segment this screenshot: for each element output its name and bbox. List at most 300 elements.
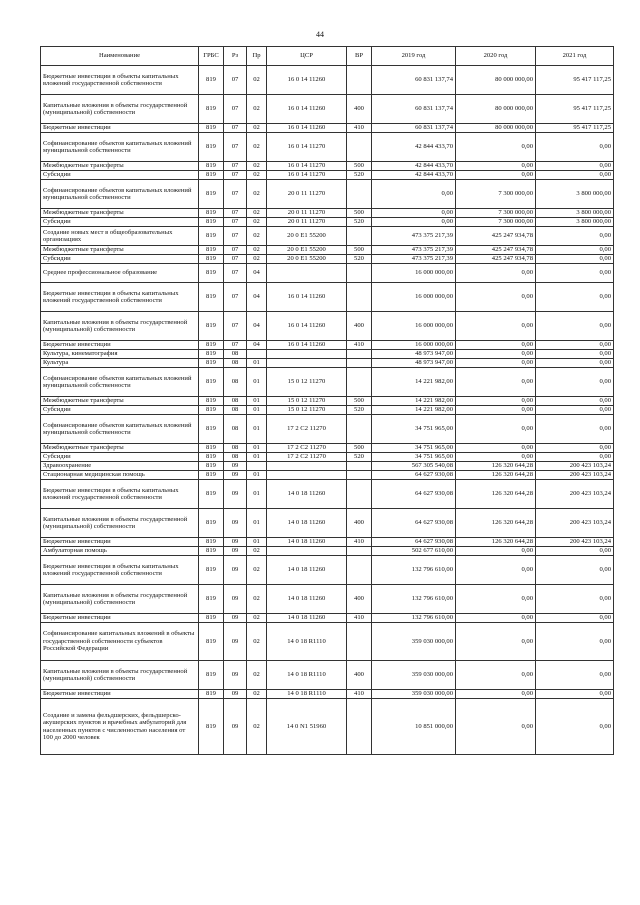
cell-vr <box>347 359 372 368</box>
cell-vr: 410 <box>347 341 372 350</box>
col-header-vr: ВР <box>347 47 372 66</box>
cell-rz: 09 <box>224 471 247 480</box>
table-row <box>41 124 614 133</box>
cell-2019: 132 796 610,00 <box>372 585 456 614</box>
table-row <box>41 556 614 585</box>
cell-2021: 0,00 <box>536 406 614 415</box>
cell-grbs: 819 <box>199 133 224 162</box>
cell-name: Бюджетные инвестиции в объекты капитальных вложений государственной собственности <box>41 66 199 95</box>
cell-pr: 02 <box>247 171 267 180</box>
cell-pr: 01 <box>247 471 267 480</box>
cell-2020: 425 247 934,78 <box>456 255 536 264</box>
cell-pr: 02 <box>247 699 267 755</box>
cell-rz: 07 <box>224 341 247 350</box>
cell-name: Капитальные вложения в объекты государственной (муниципальной) собственности <box>41 585 199 614</box>
cell-name: Бюджетные инвестиции в объекты капитальных вложений государственной собственности <box>41 556 199 585</box>
cell-vr <box>347 180 372 209</box>
cell-csr: 14 0 18 R1110 <box>267 661 347 690</box>
cell-pr: 02 <box>247 556 267 585</box>
cell-pr: 02 <box>247 246 267 255</box>
cell-2020: 7 300 000,00 <box>456 209 536 218</box>
col-header-grbs: ГРБС <box>199 47 224 66</box>
cell-csr <box>267 359 347 368</box>
cell-2021: 0,00 <box>536 283 614 312</box>
cell-csr: 20 0 E1 55200 <box>267 255 347 264</box>
cell-rz: 09 <box>224 699 247 755</box>
col-header-pr: Пр <box>247 47 267 66</box>
cell-pr: 02 <box>247 661 267 690</box>
cell-name: Бюджетные инвестиции в объекты капитальных вложений государственной собственности <box>41 480 199 509</box>
cell-csr: 16 0 14 11260 <box>267 95 347 124</box>
cell-2021: 0,00 <box>536 556 614 585</box>
table-row <box>41 264 614 283</box>
cell-grbs: 819 <box>199 444 224 453</box>
cell-name: Стационарная медицинская помощь <box>41 471 199 480</box>
cell-csr: 15 0 12 11270 <box>267 368 347 397</box>
cell-2021: 0,00 <box>536 690 614 699</box>
cell-vr <box>347 264 372 283</box>
table-row <box>41 350 614 359</box>
cell-name: Межбюджетные трансферты <box>41 444 199 453</box>
table-header-row <box>41 47 614 66</box>
cell-2019: 359 030 000,00 <box>372 661 456 690</box>
cell-2019: 34 751 965,00 <box>372 444 456 453</box>
cell-grbs: 819 <box>199 66 224 95</box>
cell-grbs: 819 <box>199 623 224 661</box>
cell-name: Среднее профессиональное образование <box>41 264 199 283</box>
cell-2019: 34 751 965,00 <box>372 453 456 462</box>
cell-grbs: 819 <box>199 585 224 614</box>
cell-rz: 07 <box>224 312 247 341</box>
cell-grbs: 819 <box>199 350 224 359</box>
cell-grbs: 819 <box>199 480 224 509</box>
cell-2020: 0,00 <box>456 547 536 556</box>
cell-2020: 126 320 644,28 <box>456 509 536 538</box>
cell-grbs: 819 <box>199 614 224 623</box>
cell-grbs: 819 <box>199 246 224 255</box>
cell-2021: 0,00 <box>536 368 614 397</box>
table-row <box>41 180 614 209</box>
cell-2020: 0,00 <box>456 283 536 312</box>
cell-2019: 473 375 217,39 <box>372 246 456 255</box>
cell-2021: 0,00 <box>536 699 614 755</box>
cell-vr <box>347 415 372 444</box>
cell-pr: 04 <box>247 283 267 312</box>
cell-pr: 02 <box>247 227 267 246</box>
cell-pr: 01 <box>247 406 267 415</box>
cell-pr: 02 <box>247 124 267 133</box>
cell-vr: 500 <box>347 162 372 171</box>
cell-rz: 07 <box>224 264 247 283</box>
cell-pr: 02 <box>247 162 267 171</box>
cell-name: Бюджетные инвестиции <box>41 341 199 350</box>
cell-rz: 09 <box>224 538 247 547</box>
cell-name: Бюджетные инвестиции в объекты капитальных вложений государственной собственности <box>41 283 199 312</box>
cell-csr: 14 0 18 11260 <box>267 556 347 585</box>
cell-csr: 16 0 14 11260 <box>267 312 347 341</box>
cell-2020: 0,00 <box>456 585 536 614</box>
cell-pr: 01 <box>247 368 267 397</box>
cell-2020: 0,00 <box>456 661 536 690</box>
cell-vr: 520 <box>347 406 372 415</box>
cell-rz: 09 <box>224 585 247 614</box>
cell-2021: 200 423 103,24 <box>536 509 614 538</box>
cell-name: Бюджетные инвестиции <box>41 614 199 623</box>
col-header-name: Наименование <box>41 47 199 66</box>
cell-2019: 16 000 000,00 <box>372 264 456 283</box>
cell-2021: 0,00 <box>536 171 614 180</box>
cell-2020: 126 320 644,28 <box>456 462 536 471</box>
cell-grbs: 819 <box>199 509 224 538</box>
cell-2021: 0,00 <box>536 246 614 255</box>
cell-csr: 16 0 14 11270 <box>267 133 347 162</box>
cell-2019: 0,00 <box>372 209 456 218</box>
cell-2020: 425 247 934,78 <box>456 227 536 246</box>
cell-grbs: 819 <box>199 218 224 227</box>
cell-2021: 0,00 <box>536 453 614 462</box>
cell-name: Субсидии <box>41 218 199 227</box>
cell-grbs: 819 <box>199 162 224 171</box>
cell-csr: 17 2 C2 11270 <box>267 453 347 462</box>
cell-2019: 14 221 982,00 <box>372 406 456 415</box>
col-header-rz: Рз <box>224 47 247 66</box>
table-row <box>41 368 614 397</box>
cell-rz: 08 <box>224 406 247 415</box>
cell-vr <box>347 556 372 585</box>
cell-2019: 42 844 433,70 <box>372 171 456 180</box>
col-header-2020: 2020 год <box>456 47 536 66</box>
cell-vr: 500 <box>347 209 372 218</box>
cell-grbs: 819 <box>199 699 224 755</box>
cell-rz: 07 <box>224 162 247 171</box>
cell-pr: 04 <box>247 341 267 350</box>
cell-2019: 48 973 947,00 <box>372 359 456 368</box>
cell-2021: 0,00 <box>536 162 614 171</box>
cell-2021: 0,00 <box>536 255 614 264</box>
cell-2020: 80 000 000,00 <box>456 66 536 95</box>
cell-2019: 34 751 965,00 <box>372 415 456 444</box>
cell-rz: 09 <box>224 614 247 623</box>
cell-grbs: 819 <box>199 341 224 350</box>
cell-grbs: 819 <box>199 171 224 180</box>
cell-rz: 07 <box>224 171 247 180</box>
cell-vr <box>347 350 372 359</box>
cell-vr <box>347 283 372 312</box>
cell-2019: 16 000 000,00 <box>372 312 456 341</box>
cell-rz: 07 <box>224 283 247 312</box>
cell-2019: 473 375 217,39 <box>372 227 456 246</box>
cell-2019: 64 627 930,08 <box>372 471 456 480</box>
table-row <box>41 341 614 350</box>
cell-2020: 0,00 <box>456 453 536 462</box>
cell-2021: 0,00 <box>536 585 614 614</box>
cell-name: Софинансирование объектов капитальных вложений муниципальной собственности <box>41 133 199 162</box>
cell-rz: 09 <box>224 509 247 538</box>
table-row <box>41 246 614 255</box>
cell-2020: 0,00 <box>456 614 536 623</box>
cell-2019: 60 831 137,74 <box>372 124 456 133</box>
cell-rz: 07 <box>224 124 247 133</box>
cell-name: Капитальные вложения в объекты государственной (муниципальной) собственности <box>41 509 199 538</box>
cell-vr <box>347 133 372 162</box>
cell-2021: 0,00 <box>536 133 614 162</box>
cell-2019: 132 796 610,00 <box>372 556 456 585</box>
cell-rz: 07 <box>224 218 247 227</box>
table-row <box>41 406 614 415</box>
cell-csr: 14 0 18 R1110 <box>267 623 347 661</box>
cell-grbs: 819 <box>199 406 224 415</box>
cell-rz: 08 <box>224 397 247 406</box>
cell-2021: 0,00 <box>536 227 614 246</box>
cell-2020: 0,00 <box>456 312 536 341</box>
cell-2020: 0,00 <box>456 133 536 162</box>
table-row <box>41 359 614 368</box>
cell-vr <box>347 699 372 755</box>
cell-vr: 410 <box>347 690 372 699</box>
cell-pr: 02 <box>247 209 267 218</box>
cell-rz: 07 <box>224 133 247 162</box>
cell-2020: 80 000 000,00 <box>456 124 536 133</box>
cell-grbs: 819 <box>199 690 224 699</box>
cell-name: Софинансирование объектов капитальных вложений муниципальной собственности <box>41 415 199 444</box>
cell-csr: 16 0 14 11270 <box>267 171 347 180</box>
cell-csr: 17 2 C2 11270 <box>267 415 347 444</box>
cell-name: Софинансирование объектов капитальных вложений муниципальной собственности <box>41 368 199 397</box>
cell-vr <box>347 480 372 509</box>
table-row <box>41 661 614 690</box>
table-row <box>41 690 614 699</box>
cell-grbs: 819 <box>199 209 224 218</box>
cell-vr: 500 <box>347 397 372 406</box>
cell-2020: 126 320 644,28 <box>456 538 536 547</box>
cell-pr: 02 <box>247 218 267 227</box>
cell-name: Амбулаторная помощь <box>41 547 199 556</box>
cell-2021: 0,00 <box>536 350 614 359</box>
cell-grbs: 819 <box>199 368 224 397</box>
table-row <box>41 171 614 180</box>
cell-csr <box>267 471 347 480</box>
cell-vr: 410 <box>347 124 372 133</box>
cell-vr: 410 <box>347 538 372 547</box>
cell-2020: 0,00 <box>456 171 536 180</box>
table-row <box>41 538 614 547</box>
cell-csr: 20 0 E1 55200 <box>267 246 347 255</box>
cell-name: Капитальные вложения в объекты государственной (муниципальной) собственности <box>41 95 199 124</box>
cell-rz: 09 <box>224 556 247 585</box>
cell-vr: 400 <box>347 312 372 341</box>
cell-vr: 400 <box>347 585 372 614</box>
cell-name: Бюджетные инвестиции <box>41 538 199 547</box>
cell-2019: 14 221 982,00 <box>372 397 456 406</box>
cell-2021: 95 417 117,25 <box>536 95 614 124</box>
cell-pr: 01 <box>247 480 267 509</box>
cell-pr: 02 <box>247 66 267 95</box>
cell-grbs: 819 <box>199 283 224 312</box>
cell-pr: 01 <box>247 397 267 406</box>
cell-2021: 0,00 <box>536 341 614 350</box>
cell-rz: 08 <box>224 350 247 359</box>
cell-2021: 0,00 <box>536 547 614 556</box>
cell-name: Капитальные вложения в объекты государственной (муниципальной) собственности <box>41 312 199 341</box>
table-row <box>41 453 614 462</box>
cell-pr <box>247 462 267 471</box>
table-row <box>41 218 614 227</box>
cell-2020: 126 320 644,28 <box>456 471 536 480</box>
table-row <box>41 312 614 341</box>
table-row <box>41 509 614 538</box>
cell-csr: 20 0 E1 55200 <box>267 227 347 246</box>
cell-2020: 0,00 <box>456 406 536 415</box>
cell-vr <box>347 471 372 480</box>
cell-2021: 0,00 <box>536 623 614 661</box>
cell-rz: 07 <box>224 95 247 124</box>
cell-pr: 01 <box>247 444 267 453</box>
table-row <box>41 623 614 661</box>
cell-2020: 425 247 934,78 <box>456 246 536 255</box>
cell-vr <box>347 368 372 397</box>
cell-name: Капитальные вложения в объекты государственной (муниципальной) собственности <box>41 661 199 690</box>
cell-vr <box>347 547 372 556</box>
cell-csr: 20 0 11 11270 <box>267 180 347 209</box>
table-row <box>41 480 614 509</box>
cell-vr: 520 <box>347 218 372 227</box>
cell-2020: 0,00 <box>456 556 536 585</box>
cell-csr: 16 0 14 11270 <box>267 162 347 171</box>
cell-2019: 64 627 930,08 <box>372 538 456 547</box>
cell-csr: 16 0 14 11260 <box>267 66 347 95</box>
budget-table <box>40 46 614 755</box>
cell-2019: 64 627 930,08 <box>372 480 456 509</box>
cell-grbs: 819 <box>199 453 224 462</box>
cell-2020: 0,00 <box>456 623 536 661</box>
cell-2019: 567 305 540,08 <box>372 462 456 471</box>
cell-2020: 0,00 <box>456 397 536 406</box>
cell-pr <box>247 350 267 359</box>
cell-rz: 07 <box>224 66 247 95</box>
cell-csr: 20 0 11 11270 <box>267 218 347 227</box>
cell-2019: 473 375 217,39 <box>372 255 456 264</box>
cell-csr <box>267 462 347 471</box>
cell-grbs: 819 <box>199 547 224 556</box>
cell-grbs: 819 <box>199 264 224 283</box>
cell-csr: 14 0 18 11260 <box>267 585 347 614</box>
table-row <box>41 397 614 406</box>
cell-2021: 0,00 <box>536 614 614 623</box>
cell-grbs: 819 <box>199 95 224 124</box>
table-row <box>41 133 614 162</box>
cell-2020: 0,00 <box>456 341 536 350</box>
cell-2019: 10 851 000,00 <box>372 699 456 755</box>
cell-2019: 359 030 000,00 <box>372 690 456 699</box>
cell-name: Межбюджетные трансферты <box>41 162 199 171</box>
table-body <box>41 66 614 755</box>
cell-vr: 400 <box>347 509 372 538</box>
cell-grbs: 819 <box>199 359 224 368</box>
cell-grbs: 819 <box>199 661 224 690</box>
cell-name: Межбюджетные трансферты <box>41 209 199 218</box>
cell-csr <box>267 547 347 556</box>
cell-grbs: 819 <box>199 556 224 585</box>
cell-2019: 502 677 610,00 <box>372 547 456 556</box>
cell-name: Культура, кинематография <box>41 350 199 359</box>
cell-name: Софинансирование капитальных вложений в объекты государственной собственности субъектов Российской Федерации <box>41 623 199 661</box>
cell-2021: 0,00 <box>536 312 614 341</box>
cell-csr <box>267 264 347 283</box>
cell-csr: 16 0 14 11260 <box>267 283 347 312</box>
cell-pr: 02 <box>247 180 267 209</box>
cell-vr: 520 <box>347 171 372 180</box>
table-row <box>41 227 614 246</box>
cell-2021: 0,00 <box>536 359 614 368</box>
cell-2019: 16 000 000,00 <box>372 341 456 350</box>
cell-2019: 132 796 610,00 <box>372 614 456 623</box>
page-number: 44 <box>316 30 324 39</box>
table-row <box>41 614 614 623</box>
cell-2019: 0,00 <box>372 218 456 227</box>
cell-pr: 04 <box>247 312 267 341</box>
cell-grbs: 819 <box>199 462 224 471</box>
cell-vr: 400 <box>347 95 372 124</box>
cell-2020: 0,00 <box>456 444 536 453</box>
cell-rz: 07 <box>224 209 247 218</box>
cell-csr: 14 0 18 11260 <box>267 538 347 547</box>
cell-pr: 02 <box>247 547 267 556</box>
cell-rz: 09 <box>224 623 247 661</box>
cell-2020: 0,00 <box>456 415 536 444</box>
table-row <box>41 95 614 124</box>
cell-2020: 0,00 <box>456 359 536 368</box>
cell-rz: 08 <box>224 415 247 444</box>
cell-name: Бюджетные инвестиции <box>41 124 199 133</box>
cell-2021: 95 417 117,25 <box>536 66 614 95</box>
cell-grbs: 819 <box>199 397 224 406</box>
cell-rz: 09 <box>224 661 247 690</box>
cell-grbs: 819 <box>199 255 224 264</box>
table-row <box>41 209 614 218</box>
cell-name: Создание и замена фельдшерских, фельдшерско-акушерских пунктов и врачебных амбулаторий для населенных пунктов с численностью населения от 100 до 2000 человек <box>41 699 199 755</box>
cell-name: Здравоохранение <box>41 462 199 471</box>
col-header-2021: 2021 год <box>536 47 614 66</box>
cell-vr: 520 <box>347 453 372 462</box>
cell-2021: 0,00 <box>536 264 614 283</box>
cell-rz: 08 <box>224 359 247 368</box>
cell-rz: 08 <box>224 444 247 453</box>
cell-vr: 400 <box>347 661 372 690</box>
cell-pr: 02 <box>247 95 267 124</box>
cell-grbs: 819 <box>199 124 224 133</box>
cell-vr: 500 <box>347 444 372 453</box>
cell-2019: 16 000 000,00 <box>372 283 456 312</box>
cell-name: Субсидии <box>41 171 199 180</box>
table-row <box>41 471 614 480</box>
cell-2020: 80 000 000,00 <box>456 95 536 124</box>
cell-rz: 08 <box>224 368 247 397</box>
cell-2020: 7 300 000,00 <box>456 218 536 227</box>
cell-vr <box>347 462 372 471</box>
cell-rz: 09 <box>224 480 247 509</box>
cell-2019: 0,00 <box>372 180 456 209</box>
cell-name: Софинансирование объектов капитальных вложений муниципальной собственности <box>41 180 199 209</box>
cell-rz: 08 <box>224 453 247 462</box>
cell-2020: 0,00 <box>456 162 536 171</box>
cell-vr <box>347 623 372 661</box>
cell-rz: 09 <box>224 462 247 471</box>
cell-rz: 07 <box>224 227 247 246</box>
cell-2020: 126 320 644,28 <box>456 480 536 509</box>
table-row <box>41 585 614 614</box>
cell-pr: 01 <box>247 509 267 538</box>
cell-name: Субсидии <box>41 453 199 462</box>
